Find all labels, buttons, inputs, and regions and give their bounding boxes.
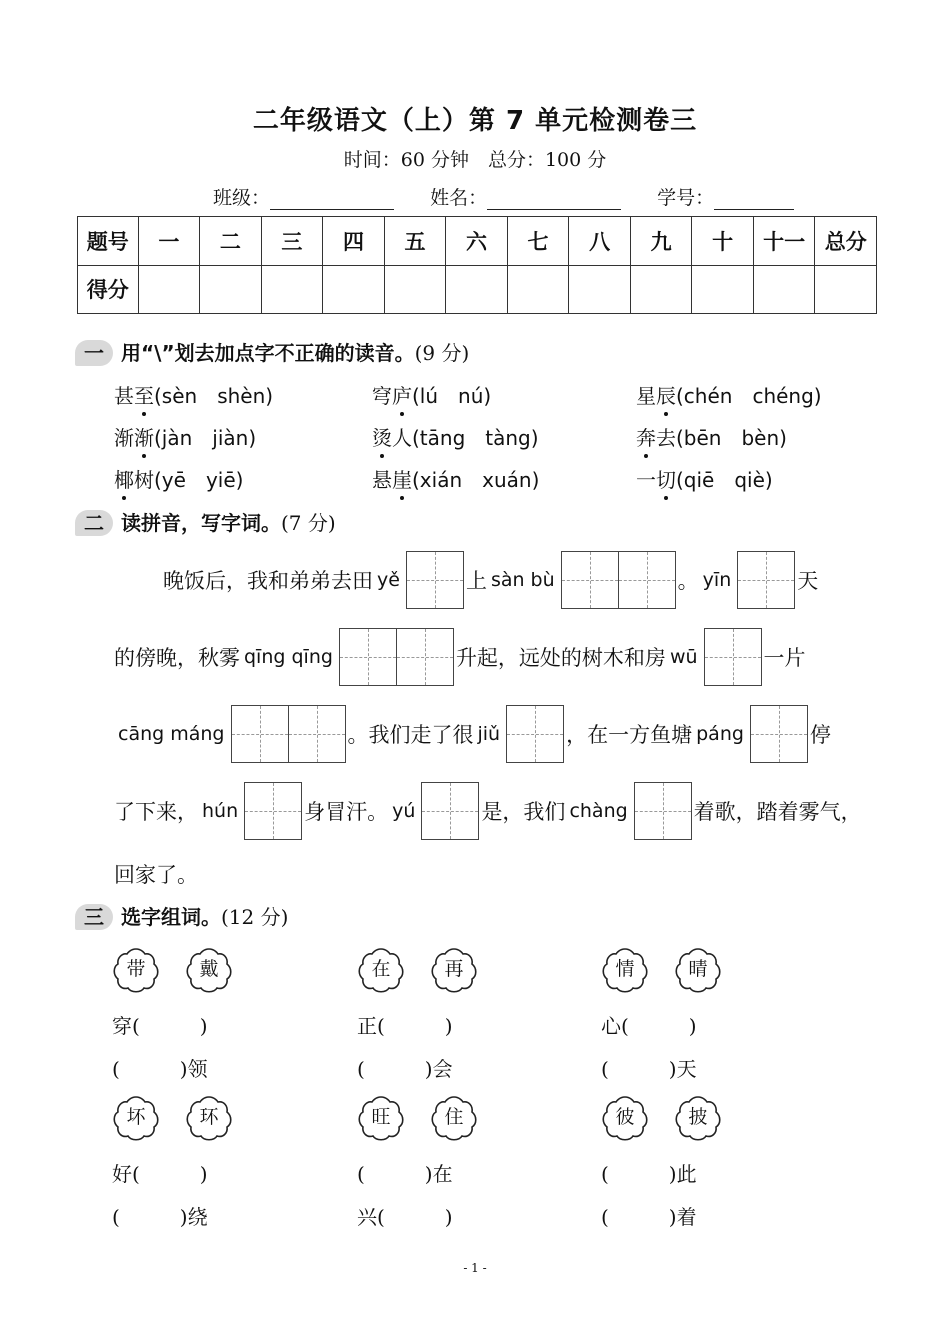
writing-grid[interactable] [231, 705, 346, 763]
section-points: (12 分) [221, 905, 289, 929]
choice-char-flower [357, 946, 405, 994]
pinyin-options: (lú nú) [412, 384, 492, 408]
score-cell[interactable] [630, 265, 692, 314]
pinyin-options: (qiē qiè) [676, 468, 773, 492]
choice-char-flower [430, 946, 478, 994]
pinyin-prompt: qīng qīng [244, 646, 333, 668]
name-label: 姓名： [430, 187, 488, 209]
item-char: 去 [656, 426, 676, 450]
writing-grid[interactable] [561, 551, 676, 609]
passage-line [114, 782, 862, 840]
fill-blank-word[interactable]: ( )着 [601, 1205, 697, 1229]
choice-char: 晴 [688, 958, 708, 980]
choice-char: 带 [126, 958, 146, 980]
writing-grid[interactable] [750, 705, 808, 763]
item-char: 渐 [114, 426, 134, 450]
choice-char-flower [601, 946, 649, 994]
pronunciation-item[interactable] [636, 380, 822, 409]
passage-text: 。 [677, 569, 699, 593]
dotted-char: 至 [134, 384, 154, 408]
score-cell[interactable] [384, 265, 446, 314]
choice-char: 在 [371, 958, 391, 980]
passage-text: 身冒汗。 [304, 800, 389, 824]
passage-text: 一片 [763, 646, 806, 670]
choice-char: 环 [199, 1106, 219, 1128]
choice-char: 彼 [615, 1106, 635, 1128]
table-cell: 四 [323, 217, 385, 266]
fill-blank-word[interactable]: ( )领 [112, 1057, 208, 1081]
choice-char-flower [430, 1094, 478, 1142]
item-char: 人 [392, 426, 412, 450]
pinyin-options: (tāng tàng) [412, 426, 539, 450]
pinyin-prompt: yú [392, 800, 416, 822]
pinyin-prompt: yīn [702, 569, 732, 591]
pronunciation-item[interactable] [114, 380, 273, 409]
score-cell[interactable] [507, 265, 569, 314]
passage-text: 升起，远处的树木和房 [455, 646, 666, 670]
passage-line [114, 628, 806, 686]
dotted-char: 崖 [392, 468, 412, 492]
choice-char-flower [112, 946, 160, 994]
passage-text: 停 [809, 723, 831, 747]
score-cell[interactable] [815, 265, 877, 314]
score-cell[interactable] [200, 265, 262, 314]
section-number-badge: 二 [75, 510, 113, 536]
table-cell: 七 [507, 217, 569, 266]
dotted-char: 烫 [372, 426, 392, 450]
exam-time-total: 时间：60 分钟 总分：100 分 [343, 149, 607, 171]
choice-char: 再 [444, 958, 464, 980]
section-title: 读拼音，写字词。 [121, 511, 281, 535]
pronunciation-item[interactable] [636, 422, 787, 451]
writing-grid[interactable] [339, 628, 454, 686]
student-info [213, 183, 794, 210]
dotted-char: 奔 [636, 426, 656, 450]
fill-blank-word[interactable]: ( )在 [357, 1162, 453, 1186]
pronunciation-item[interactable] [372, 464, 539, 493]
fill-blank-word[interactable]: 穿( ) [112, 1014, 208, 1038]
passage-line [114, 859, 198, 889]
passage-text: 晚饭后，我和弟弟去田 [163, 569, 373, 593]
writing-grid[interactable] [421, 782, 479, 840]
choice-char-flower [357, 1094, 405, 1142]
item-char: 一 [636, 468, 656, 492]
table-cell: 得分 [78, 265, 139, 314]
pinyin-options: (chén chéng) [676, 384, 822, 408]
id-field[interactable] [714, 189, 794, 210]
table-cell: 总分 [815, 217, 877, 266]
pinyin-options: (xián xuán) [412, 468, 540, 492]
section-points: (7 分) [281, 511, 336, 535]
fill-blank-word[interactable]: ( )此 [601, 1162, 697, 1186]
table-cell: 一 [138, 217, 200, 266]
passage-text: 。我们走了很 [347, 723, 474, 747]
score-cell[interactable] [138, 265, 200, 314]
writing-grid[interactable] [244, 782, 302, 840]
score-cell[interactable] [323, 265, 385, 314]
score-row [78, 265, 877, 314]
section-number-badge: 三 [75, 904, 113, 930]
table-cell: 十 [692, 217, 754, 266]
pinyin-prompt: chàng [569, 800, 628, 822]
passage-text: ，在一方鱼塘 [566, 723, 693, 747]
table-cell: 五 [384, 217, 446, 266]
item-char: 星 [636, 384, 656, 408]
section-2-heading [75, 507, 336, 536]
table-cell: 九 [630, 217, 692, 266]
choice-char-flower [674, 1094, 722, 1142]
pronunciation-item[interactable] [636, 464, 773, 493]
page-title: 二年级语文（上）第 7 单元检测卷三 [252, 106, 698, 136]
passage-text: 是，我们 [481, 800, 566, 824]
writing-grid[interactable] [704, 628, 762, 686]
dotted-char: 渐 [134, 426, 154, 450]
choice-char: 住 [444, 1106, 464, 1128]
fill-blank-word[interactable]: ( )绕 [112, 1205, 208, 1229]
dotted-char: 切 [656, 468, 676, 492]
score-table [77, 216, 877, 314]
section-title: 用“\”划去加点字不正确的读音。 [121, 341, 415, 365]
dotted-char: 椰 [114, 468, 134, 492]
passage-text: 的傍晚，秋雾 [114, 646, 240, 670]
choice-char-flower [674, 946, 722, 994]
writing-grid[interactable] [737, 551, 795, 609]
score-cell[interactable] [569, 265, 631, 314]
score-cell[interactable] [753, 265, 815, 314]
dotted-char: 庐 [392, 384, 412, 408]
pronunciation-item[interactable] [114, 464, 243, 493]
choice-char: 披 [688, 1106, 708, 1128]
choice-char-flower [185, 1094, 233, 1142]
passage-text: 回家了。 [114, 863, 198, 887]
fill-blank-word[interactable]: ( )会 [357, 1057, 453, 1081]
pinyin-prompt: hún [202, 800, 239, 822]
passage-line [163, 551, 818, 609]
pronunciation-item[interactable] [372, 422, 539, 451]
class-field[interactable] [270, 189, 394, 210]
fill-blank-word[interactable]: 兴( ) [357, 1205, 453, 1229]
section-points: (9 分) [414, 341, 470, 365]
dotted-char: 辰 [656, 384, 676, 408]
id-label: 学号： [657, 187, 715, 209]
section-title: 选字组词。 [121, 905, 221, 929]
choice-char-flower [112, 1094, 160, 1142]
pinyin-options: (jàn jiàn) [154, 426, 257, 450]
pinyin-prompt: yě [377, 569, 400, 591]
table-cell: 三 [261, 217, 323, 266]
fill-blank-word[interactable]: 好( ) [112, 1162, 208, 1186]
section-1-heading [75, 337, 469, 366]
page-number: - 1 - [463, 1261, 487, 1275]
pinyin-prompt: sàn bù [490, 569, 555, 591]
writing-grid[interactable] [506, 705, 564, 763]
fill-blank-word[interactable]: ( )天 [601, 1057, 697, 1081]
choice-char-flower [601, 1094, 649, 1142]
passage-text: 了下来， [114, 800, 198, 824]
pinyin-options: (sèn shèn) [154, 384, 274, 408]
score-cell[interactable] [261, 265, 323, 314]
choice-char-flower [185, 946, 233, 994]
class-label: 班级： [213, 187, 271, 209]
choice-char: 坏 [126, 1106, 146, 1128]
section-3-heading [75, 901, 288, 930]
score-cell[interactable] [692, 265, 754, 314]
name-field[interactable] [487, 189, 621, 210]
passage-line [114, 705, 831, 763]
pinyin-prompt: cāng máng [118, 723, 225, 745]
choice-char: 旺 [371, 1106, 391, 1128]
table-cell: 二 [200, 217, 262, 266]
fill-blank-word[interactable]: 正( ) [357, 1014, 453, 1038]
passage-text: 着歌，踏着雾气， [693, 800, 862, 824]
item-char: 甚 [114, 384, 134, 408]
table-cell: 六 [446, 217, 508, 266]
item-char: 悬 [372, 468, 392, 492]
table-cell: 八 [569, 217, 631, 266]
item-char: 树 [134, 468, 154, 492]
passage-text: 上 [465, 569, 487, 593]
pinyin-prompt: páng [696, 723, 744, 745]
pinyin-prompt: wū [669, 646, 698, 668]
choice-char: 情 [615, 958, 635, 980]
item-char: 穹 [372, 384, 392, 408]
score-cell[interactable] [446, 265, 508, 314]
pinyin-options: (bēn bèn) [676, 426, 787, 450]
choice-char: 戴 [199, 958, 219, 980]
section-number-badge: 一 [75, 340, 113, 366]
score-header-row [78, 217, 877, 266]
table-cell: 题号 [78, 217, 139, 266]
passage-text: 天 [797, 569, 819, 593]
pronunciation-item[interactable] [372, 380, 491, 409]
pronunciation-item[interactable] [114, 422, 256, 451]
table-cell: 十一 [753, 217, 815, 266]
writing-grid[interactable] [406, 551, 464, 609]
pinyin-options: (yē yiē) [154, 468, 244, 492]
pinyin-prompt: jiǔ [477, 723, 501, 745]
fill-blank-word[interactable]: 心( ) [601, 1014, 697, 1038]
writing-grid[interactable] [634, 782, 692, 840]
